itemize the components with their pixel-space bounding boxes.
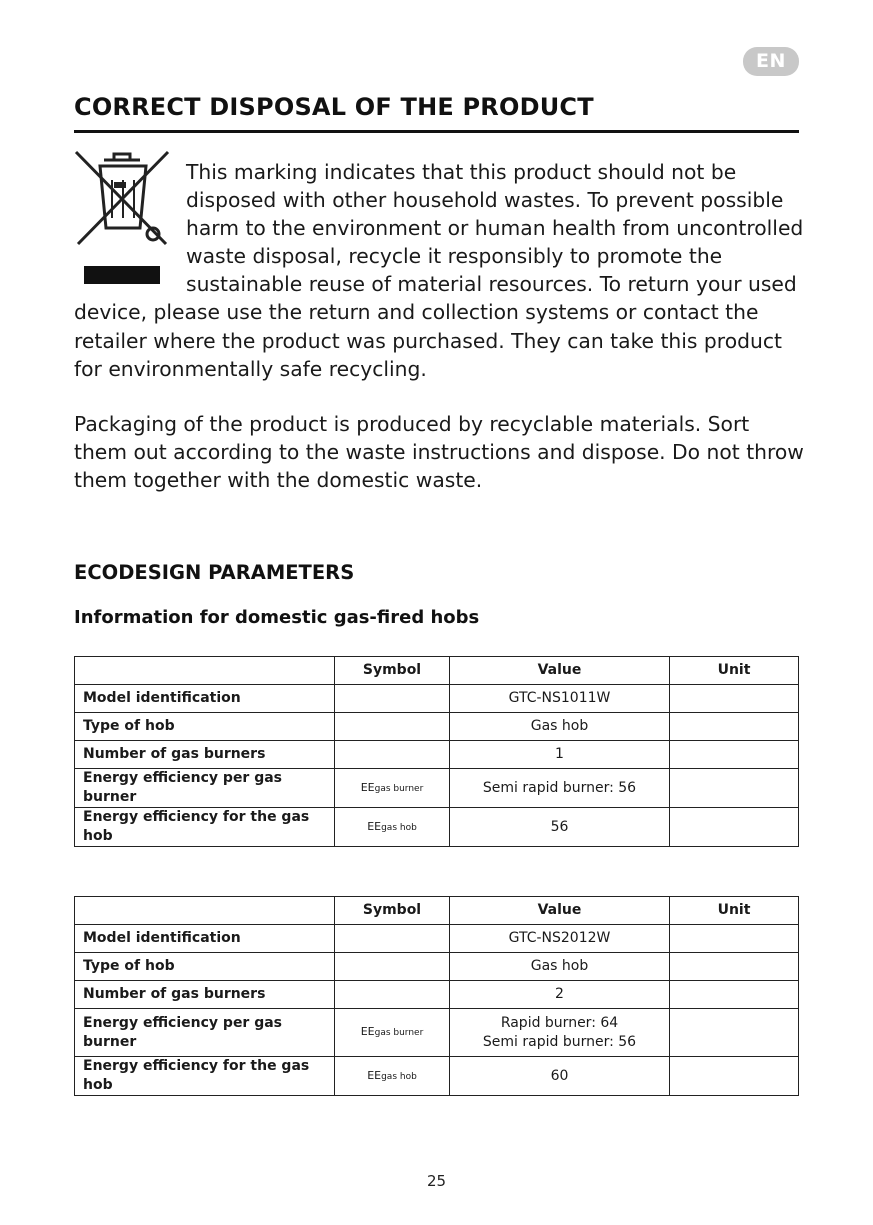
table-row [75,925,799,953]
subtitle-gas-hobs: Information for domestic gas-fired hobs [74,607,480,628]
row-symbol [335,1057,450,1096]
value-line: Rapid burner: 64 [500,1014,619,1031]
row-label: Model identification [75,925,335,953]
row-unit [670,808,799,847]
row-unit [670,769,799,808]
table-row [75,808,799,847]
header-blank [75,657,335,685]
symbol-sub: gas hob [381,1071,417,1082]
section-title-disposal: CORRECT DISPOSAL OF THE PRODUCT [74,93,594,121]
table-row [75,1057,799,1096]
table-row [75,981,799,1009]
row-label: Type of hob [75,713,335,741]
symbol-main: EE [367,1068,382,1082]
row-unit [670,1057,799,1096]
table-row [75,713,799,741]
table-row [75,953,799,981]
value-line: Semi rapid burner: 56 [482,1033,637,1050]
row-unit [670,741,799,769]
header-blank [75,897,335,925]
symbol-sub: gas hob [381,822,417,833]
row-unit [670,981,799,1009]
disposal-text: This marking indicates that this product should not be disposed with other household wastes. To prevent possible harm to the environment or human health from uncontrolled waste disposal, recycle it responsibly to promote the sustainable reuse of material resources. To return your used device, please use the return and collection systems or contact the retailer where the product was purchased. They can take this product for environmentally safe recycling. [74,160,804,381]
row-value: 1 [450,741,670,769]
row-symbol [335,925,450,953]
table-row [75,769,799,808]
row-label: Energy efficiency for the gas hob [75,808,335,847]
symbol-sub: gas burner [374,1028,424,1038]
packaging-paragraph: Packaging of the product is produced by recyclable materials. Sort them out according to the waste instructions and dispose. Do not throw them together with the domestic waste. [74,412,804,493]
disposal-paragraph [74,158,804,383]
table-row [75,1009,799,1057]
header-symbol: Symbol [335,897,450,925]
ecodesign-table-2 [74,896,799,1096]
row-unit [670,1009,799,1057]
page-number: 25 [426,1172,447,1190]
row-label: Number of gas burners [75,741,335,769]
table-row [75,741,799,769]
row-symbol [335,808,450,847]
header-symbol: Symbol [335,657,450,685]
row-symbol [335,1009,450,1057]
row-value: Gas hob [450,953,670,981]
title-rule [74,130,799,133]
row-symbol [335,769,450,808]
row-symbol [335,953,450,981]
row-value: GTC-NS2012W [450,925,670,953]
row-value: Gas hob [450,713,670,741]
row-symbol [335,685,450,713]
row-value [450,1009,670,1057]
row-label: Model identification [75,685,335,713]
row-label: Energy efficiency per gas burner [75,769,335,808]
symbol-main: EE [360,1025,375,1038]
ecodesign-table-1 [74,656,799,847]
row-symbol [335,981,450,1009]
symbol-sub: gas burner [374,783,424,794]
row-value: GTC-NS1011W [450,685,670,713]
row-label: Energy efficiency per gas burner [75,1009,335,1057]
header-unit: Unit [670,657,799,685]
row-unit [670,685,799,713]
row-symbol [335,713,450,741]
row-unit [670,925,799,953]
symbol-main: EE [367,819,382,833]
row-value: 60 [450,1057,670,1096]
icon-spacer [74,158,186,298]
symbol-main: EE [360,780,375,794]
section-title-ecodesign: ECODESIGN PARAMETERS [74,561,355,584]
row-value: 2 [450,981,670,1009]
row-unit [670,713,799,741]
row-value: Semi rapid burner: 56 [450,769,670,808]
table-header-row [75,657,799,685]
row-label: Type of hob [75,953,335,981]
row-symbol [335,741,450,769]
row-label: Number of gas burners [75,981,335,1009]
header-value: Value [450,897,670,925]
table-header-row [75,897,799,925]
row-label: Energy efficiency for the gas hob [75,1057,335,1096]
table-row [75,685,799,713]
header-value: Value [450,657,670,685]
row-unit [670,953,799,981]
header-unit: Unit [670,897,799,925]
language-badge: EN [743,47,799,76]
row-value: 56 [450,808,670,847]
